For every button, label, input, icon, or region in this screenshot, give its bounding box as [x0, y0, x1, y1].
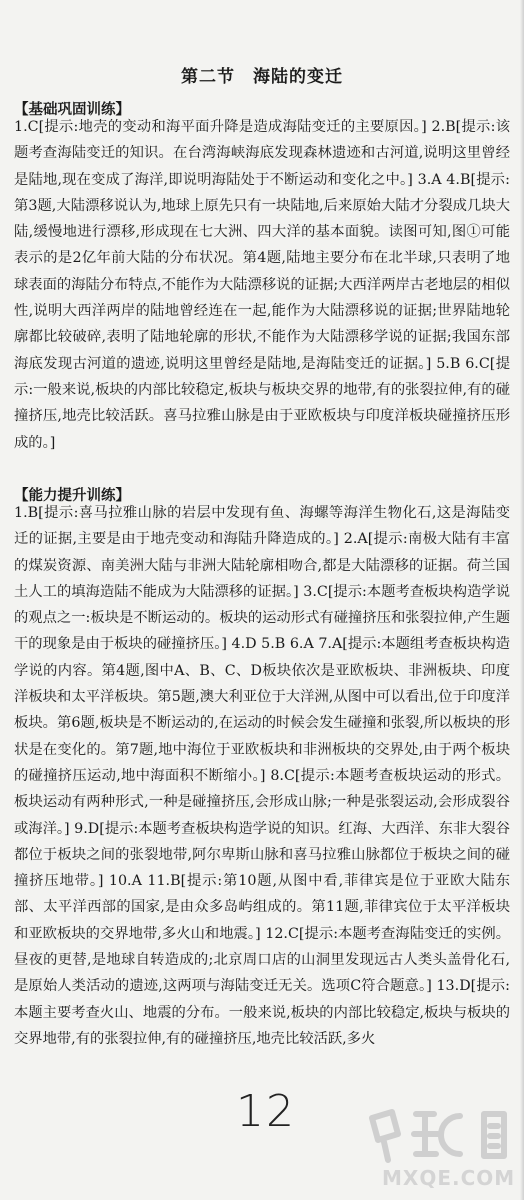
page-edge-shadow: [520, 0, 524, 1200]
section-heading-advanced: 【能力提升训练】: [14, 488, 130, 504]
page-number: 12: [236, 1086, 296, 1137]
answer-block-basic: 1.C[提示:地壳的变动和海平面升降是造成海陆变迁的主要原因。] 2.B[提示:该题考查海陆变迁的知识。在台湾海峡海底发现森林遗迹和古河道,说明这里曾经是陆地,现在变成了海洋,即说明海陆处于不断运动和变化之中。] 3.A 4.B[提示:第3题,大陆漂移说认为,地球上原先只有一块陆地,后来原始大陆才分裂成几块大陆,缓慢地进行漂移,形成现在七大洲、四大洋的基本面貌。读图可知,图①可能表示的是2亿年前大陆的分布状况。第4题,陆地主要分布在北半球,只表明了地球表面的海陆分布特点,不能作为大陆漂移说的证据;大西洋两岸古老地层的相似性,说明大西洋两岸的陆地曾经连在一起,能作为大陆漂移说的证据;世界陆地轮廓都比较破碎,表明了陆地轮廓的形状,不能作为大陆漂移学说的证据;我国东部海底发现古河道的遗迹,说明这里曾经是陆地,是海陆变迁的证据。] 5.B 6.C[提示:一般来说,板块的内部比较稳定,板块与板块交界的地带,有的张裂拉伸,有的碰撞挤压,地壳比较活跃。喜马拉雅山脉是由于亚欧板块与印度洋板块碰撞挤压形成的。]: [14, 119, 510, 451]
answer-block-advanced: 1.B[提示:喜马拉雅山脉的岩层中发现有鱼、海螺等海洋生物化石,这是海陆变迁的证据,主要是由于地壳变动和海陆升降造成的。] 2.A[提示:南极大陆有丰富的煤炭资源、南美洲大陆与非洲大陆轮廓相吻合,都是大陆漂移的证据。荷兰国土人工的填海造陆不能成为大陆漂移的证据。] 3.C[提示:本题考查板块构造学说的观点之一:板块是不断运动的。板块的运动形式有碰撞挤压和张裂拉伸,产生题干的现象是由于板块的碰撞挤压。] 4.D 5.B 6.A 7.A[提示:本题组考查板块构造学说的内容。第4题,图中A、B、C、D板块依次是亚欧板块、非洲板块、印度洋板块和太平洋板块。第5题,澳大利亚位于大洋洲,从图中可以看出,位于印度洋板块。第6题,板块是不断运动的,在运动的时候会发生碰撞和张裂,所以板块的形状是在变化的。第7题,地中海位于亚欧板块和非洲板块的交界处,由于两个板块的碰撞挤压运动,地中海面积不断缩小。] 8.C[提示:本题考查板块运动的形式。板块运动有两种形式,一种是碰撞挤压,会形成山脉;一种是张裂运动,会形成裂谷或海洋。] 9.D[提示:本题考查板块构造学说的知识。红海、大西洋、东非大裂谷都位于板块之间的张裂地带,阿尔卑斯山脉和喜马拉雅山脉都位于板块之间的碰撞挤压地带。] 10.A 11.B[提示:第10题,从图中看,菲律宾是位于亚欧大陆东部、太平洋西部的国家,是由众多岛屿组成的。第11题,菲律宾位于太平洋板块和亚欧板块的交界地带,多火山和地震。] 12.C[提示:本题考查海陆变迁的实例。昼夜的更替,是地球自转造成的;北京周口店的山洞里发现远古人类头盖骨化石,是原始人类活动的遗迹,这两项与海陆变迁无关。选项C符合题意。] 13.D[提示:本题主要考查火山、地震的分布。一般来说,板块的内部比较稳定,板块与板块的交界地带,有的张裂拉伸,有的碰撞挤压,地壳比较活跃,多火: [14, 505, 510, 1047]
watermark-url: MXQE.COM: [382, 1166, 516, 1190]
watermark-logo: [364, 1104, 514, 1166]
section-heading-basic: 【基础巩固训练】: [14, 102, 130, 118]
section-title: 第二节 海陆的变迁: [181, 67, 343, 87]
